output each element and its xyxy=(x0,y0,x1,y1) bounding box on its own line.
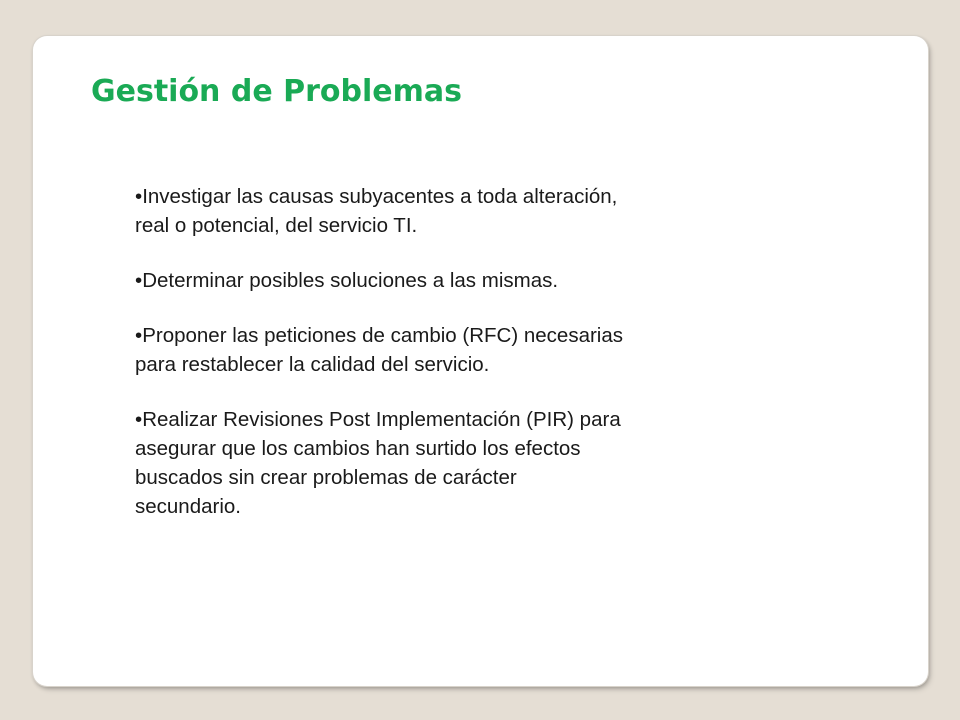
bullet-text: Proponer las peticiones de cambio (RFC) necesarias para restablecer la calidad del servicio. xyxy=(135,324,624,376)
bullet-mark: • xyxy=(135,185,143,208)
bullet-text: Determinar posibles soluciones a las mismas. xyxy=(142,269,559,292)
bullet-mark: • xyxy=(135,408,143,431)
bullet-item-investigar xyxy=(135,182,745,240)
bullet-text: Realizar Revisiones Post Implementación (PIR) para asegurar que los cambios han surtido los efectos buscados sin crear problemas de carácter secundario. xyxy=(135,408,621,518)
bullet-list xyxy=(135,182,745,521)
bullet-item-proponer xyxy=(135,321,745,379)
slide-card xyxy=(33,36,928,686)
bullet-mark: • xyxy=(135,324,143,347)
bullet-text: Investigar las causas subyacentes a toda alteración, real o potencial, del servicio TI. xyxy=(135,185,618,237)
bullet-item-realizar xyxy=(135,405,745,521)
slide-title: Gestión de Problemas xyxy=(91,74,462,109)
bullet-mark: • xyxy=(135,269,143,292)
bullet-item-determinar xyxy=(135,266,745,295)
